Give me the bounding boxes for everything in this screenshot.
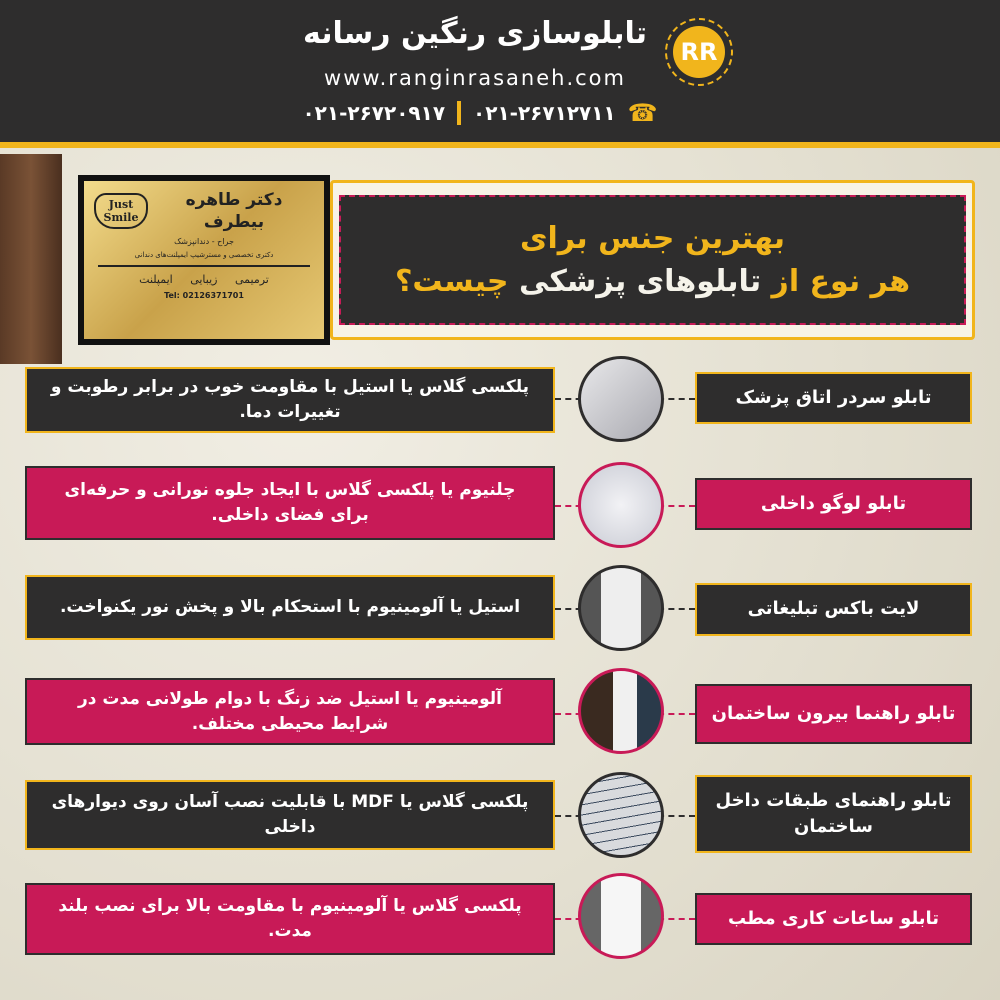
sign-type-box: تابلو لوگو داخلی <box>695 478 972 530</box>
material-box: پلکسی گلاس یا آلومینیوم با مقاومت بالا برای نصب بلند مدت. <box>25 883 555 955</box>
material-box: پلکسی گلاس یا استیل با مقاومت خوب در برابر رطوبت و تغییرات دما. <box>25 367 555 433</box>
plaque-services: ترمیمی زیبایی ایمپلنت <box>139 273 269 286</box>
door-image <box>0 154 62 364</box>
material-box: چلنیوم یا پلکسی گلاس با ایجاد جلوه نورانی و حرفه‌ای برای فضای داخلی. <box>25 466 555 540</box>
sign-type-box: تابلو راهنما بیرون ساختمان <box>695 684 972 744</box>
brand-logo: RR <box>665 18 733 86</box>
header <box>0 0 1000 148</box>
phone-numbers <box>270 100 690 126</box>
title-line2: هر نوع از تابلوهای پزشکی چیست؟ <box>394 264 911 299</box>
plaque-tel: Tel: 02126371701 <box>164 291 244 300</box>
brand-name: تابلوسازی رنگین رسانه <box>303 16 647 51</box>
plaque-top <box>94 189 314 233</box>
sign-image <box>578 873 664 959</box>
material-box: پلکسی گلاس یا MDF با قابلیت نصب آسان روی دیوارهای داخلی <box>25 780 555 850</box>
sign-image <box>578 356 664 442</box>
divider <box>457 101 461 125</box>
sign-type-box: تابلو سردر اتاق پزشک <box>695 372 972 424</box>
title-banner <box>330 180 975 340</box>
plaque-line1: جراح - دندانپزشک <box>174 237 234 246</box>
material-box: آلومینیوم یا استیل ضد زنگ با دوام طولانی مدت در شرایط محیطی مختلف. <box>25 678 555 745</box>
just-smile-logo: Just Smile <box>94 193 148 229</box>
sign-type-box: لایت باکس تبلیغاتی <box>695 583 972 636</box>
sign-image <box>578 772 664 858</box>
plaque-photo <box>78 175 330 345</box>
plaque-divider <box>98 265 310 267</box>
plaque-line2: دکتری تخصصی و مسترشیپ ایمپلنت‌های دندانی <box>134 251 274 259</box>
material-box: استیل یا آلومینیوم با استحکام بالا و پخش نور یکنواخت. <box>25 575 555 640</box>
title-line1: بهترین جنس برای <box>519 220 786 256</box>
phone-1[interactable]: ۰۲۱-۲۶۷۲۰۹۱۷ <box>302 101 446 125</box>
sign-image <box>578 668 664 754</box>
sign-image <box>578 565 664 651</box>
telephone-icon: ☎ <box>627 99 658 127</box>
plaque-name: دکتر طاهره بیطرف <box>185 190 283 232</box>
phone-2[interactable]: ۰۲۱-۲۶۷۱۲۷۱۱ <box>473 101 616 125</box>
sign-type-box: تابلو ساعات کاری مطب <box>695 893 972 945</box>
website-url[interactable]: www.ranginrasaneh.com <box>324 66 626 90</box>
sign-type-box: تابلو راهنمای طبقات داخل ساختمان <box>695 775 972 853</box>
sign-image <box>578 462 664 548</box>
